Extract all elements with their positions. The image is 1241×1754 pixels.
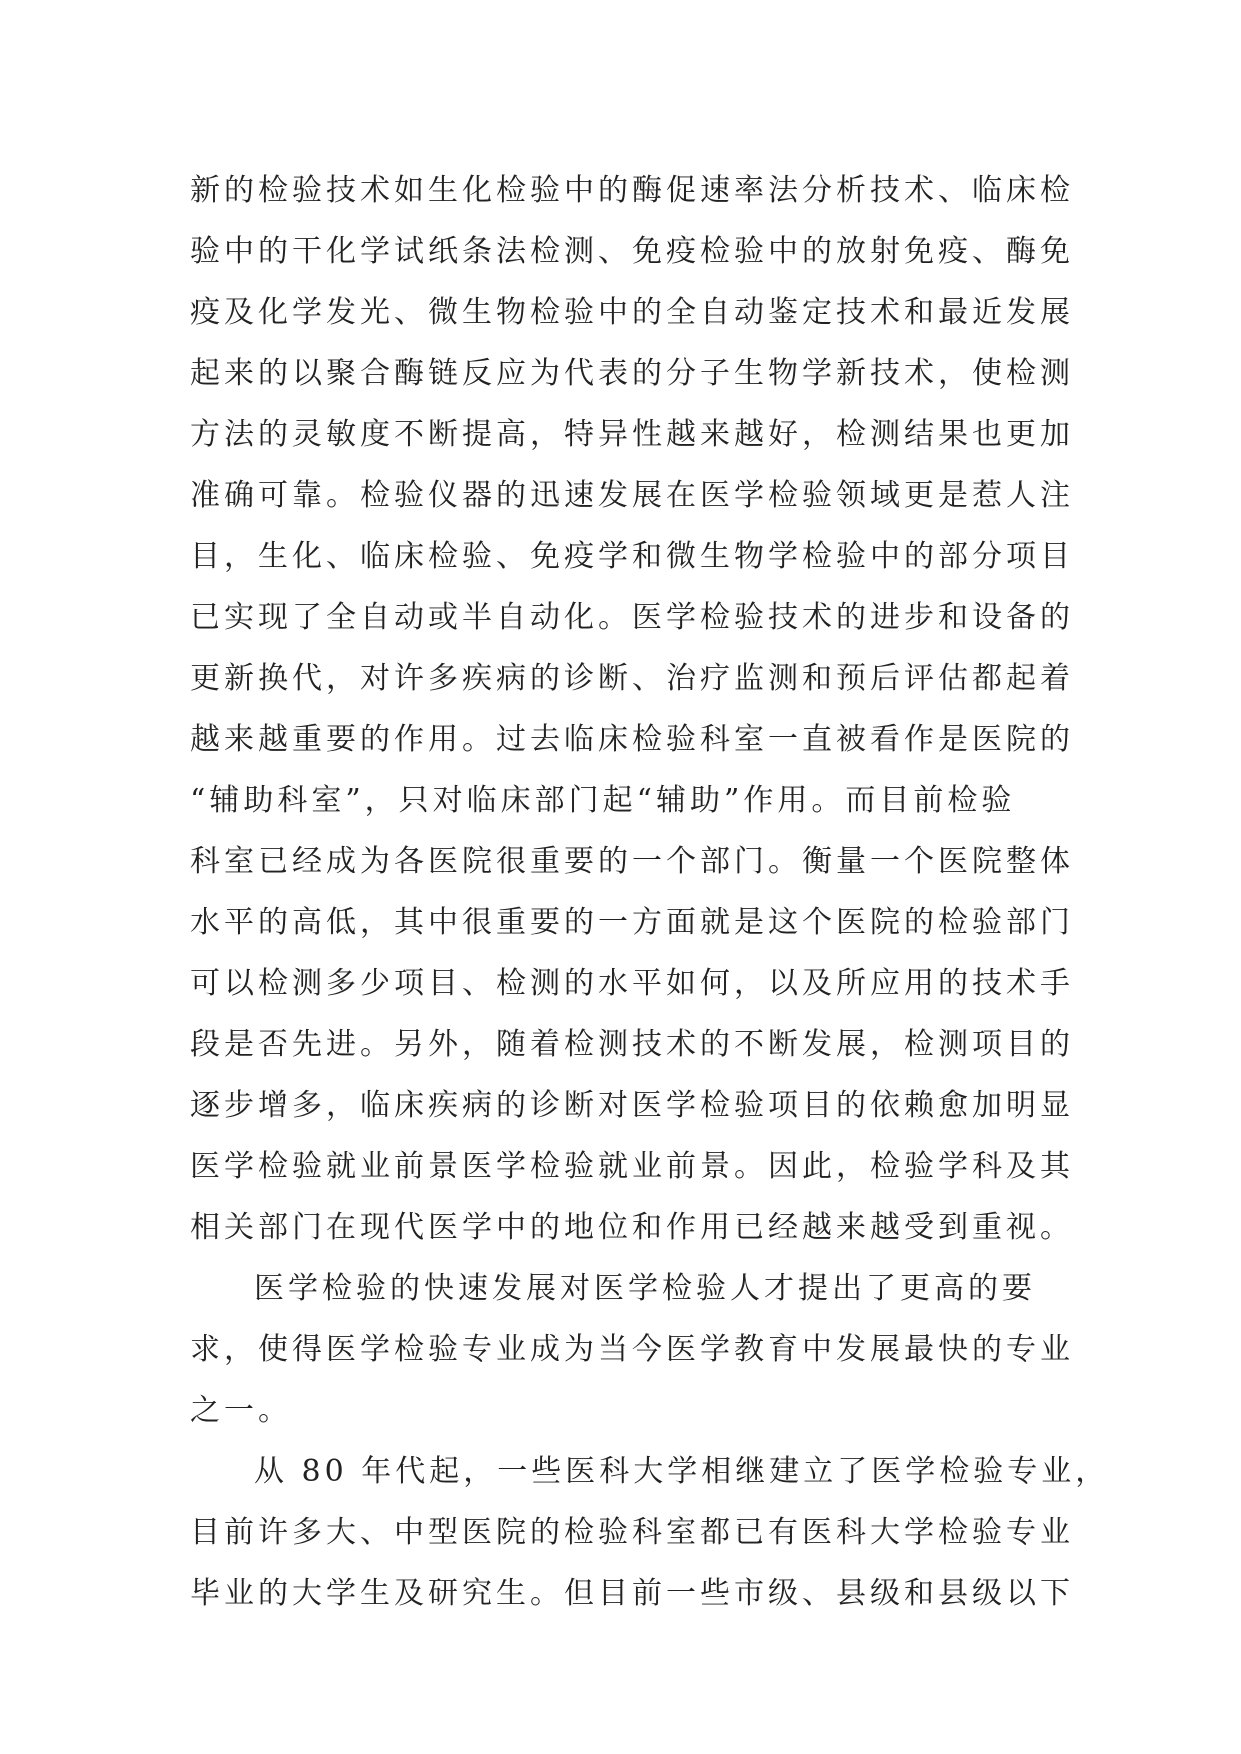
text-line: 更新换代，对许多疾病的诊断、治疗监测和预后评估都起着 bbox=[190, 661, 1074, 696]
text-line: 逐步增多，临床疾病的诊断对医学检验项目的依赖愈加明显 bbox=[190, 1088, 1074, 1123]
text-line: 医学检验就业前景医学检验就业前景。因此，检验学科及其 bbox=[190, 1149, 1074, 1184]
text-line: 水平的高低，其中很重要的一方面就是这个医院的检验部门 bbox=[190, 905, 1074, 940]
text-line: 方法的灵敏度不断提高，特异性越来越好，检测结果也更加 bbox=[190, 417, 1074, 452]
text-line: 已实现了全自动或半自动化。医学检验技术的进步和设备的 bbox=[190, 600, 1074, 635]
text-line: 段是否先进。另外，随着检测技术的不断发展，检测项目的 bbox=[190, 1027, 1074, 1062]
text-line: 毕业的大学生及研究生。但目前一些市级、县级和县级以下 bbox=[190, 1576, 1074, 1611]
paragraph-2 bbox=[190, 1258, 1074, 1441]
text-line: 相关部门在现代医学中的地位和作用已经越来越受到重视。 bbox=[190, 1210, 1074, 1245]
text-line: 起来的以聚合酶链反应为代表的分子生物学新技术，使检测 bbox=[190, 356, 1074, 391]
text-line: 准确可靠。检验仪器的迅速发展在医学检验领域更是惹人注 bbox=[190, 478, 1074, 513]
text-line: “辅助科室”，只对临床部门起“辅助”作用。而目前检验 bbox=[190, 783, 1016, 818]
text-line: 求，使得医学检验专业成为当今医学教育中发展最快的专业 bbox=[190, 1332, 1074, 1367]
paragraph-3 bbox=[190, 1441, 1110, 1624]
text-line: 可以检测多少项目、检测的水平如何，以及所应用的技术手 bbox=[190, 966, 1074, 1001]
text-line: 之一。 bbox=[190, 1393, 292, 1428]
text-line: 医学检验的快速发展对医学检验人才提出了更高的要 bbox=[254, 1271, 1036, 1306]
text-line: 目，生化、临床检验、免疫学和微生物学检验中的部分项目 bbox=[190, 539, 1074, 574]
text-line: 新的检验技术如生化检验中的酶促速率法分析技术、临床检 bbox=[190, 173, 1074, 208]
text-line: 验中的干化学试纸条法检测、免疫检验中的放射免疫、酶免 bbox=[190, 234, 1074, 269]
text-line: 越来越重要的作用。过去临床检验科室一直被看作是医院的 bbox=[190, 722, 1074, 757]
text-line: 科室已经成为各医院很重要的一个部门。衡量一个医院整体 bbox=[190, 844, 1074, 879]
body-text bbox=[190, 160, 1110, 1624]
text-line: 疫及化学发光、微生物检验中的全自动鉴定技术和最近发展 bbox=[190, 295, 1074, 330]
text-line: 目前许多大、中型医院的检验科室都已有医科大学检验专业 bbox=[190, 1515, 1074, 1550]
text-line: 从 80 年代起，一些医科大学相继建立了医学检验专业， bbox=[254, 1454, 1110, 1489]
paragraph-1 bbox=[190, 160, 1074, 1258]
